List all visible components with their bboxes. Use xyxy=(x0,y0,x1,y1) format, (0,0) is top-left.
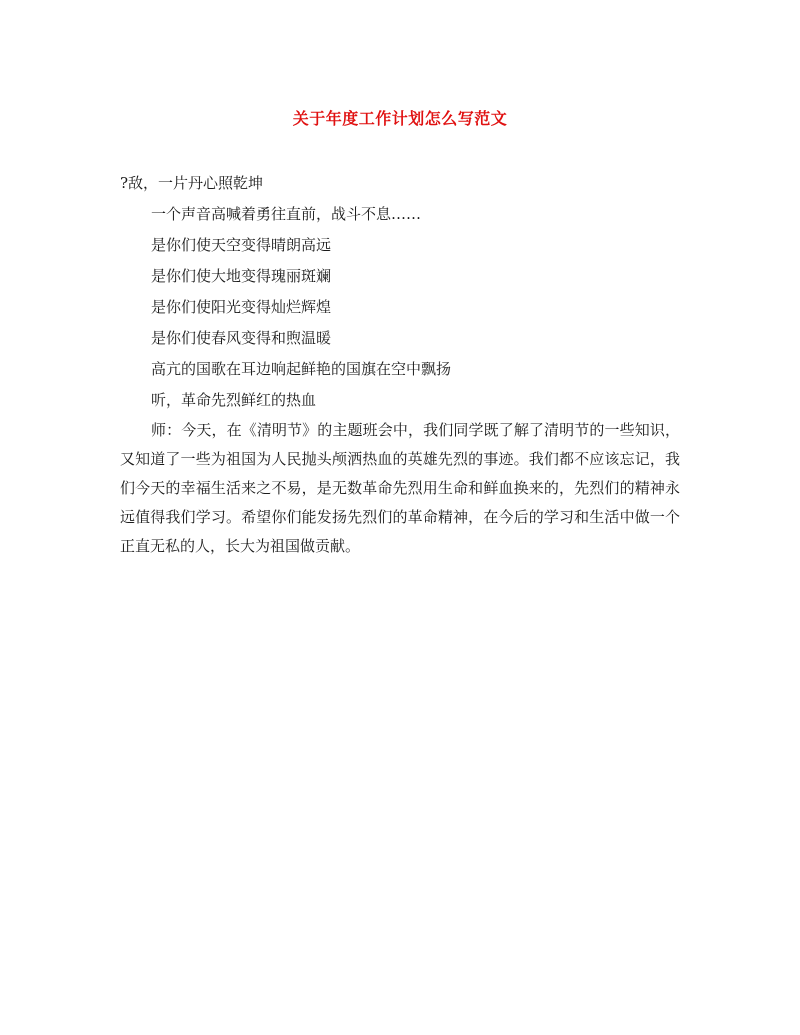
body-line: ?敌，一片丹心照乾坤 xyxy=(120,174,264,192)
body-line: 是你们使阳光变得灿烂辉煌 xyxy=(151,298,332,316)
body-line: 高亢的国歌在耳边响起鲜艳的国旗在空中飘扬 xyxy=(151,360,452,378)
document-title: 关于年度工作计划怎么写范文 xyxy=(292,109,508,128)
document-body xyxy=(120,168,680,561)
body-line: 是你们使大地变得瑰丽斑斓 xyxy=(151,267,332,285)
body-line: 一个声音高喊着勇往直前，战斗不息…… xyxy=(151,205,422,223)
body-line: 是你们使春风变得和煦温暖 xyxy=(151,329,332,347)
body-line: 是你们使天空变得晴朗高远 xyxy=(151,236,332,254)
body-paragraph: 师：今天，在《清明节》的主题班会中，我们同学既了解了清明节的一些知识，又知道了一些为祖国为人民抛头颅洒热血的英雄先烈的事迹。我们都不应该忘记，我们今天的幸福生活来之不易，是无数革命先烈用生命和鲜血换来的，先烈们的精神永远值得我们学习。希望你们能发扬先烈们的革命精神，在今后的学习和生活中做一个正直无私的人，长大为祖国做贡献。 xyxy=(120,421,680,555)
body-line: 听，革命先烈鲜红的热血 xyxy=(151,391,317,409)
